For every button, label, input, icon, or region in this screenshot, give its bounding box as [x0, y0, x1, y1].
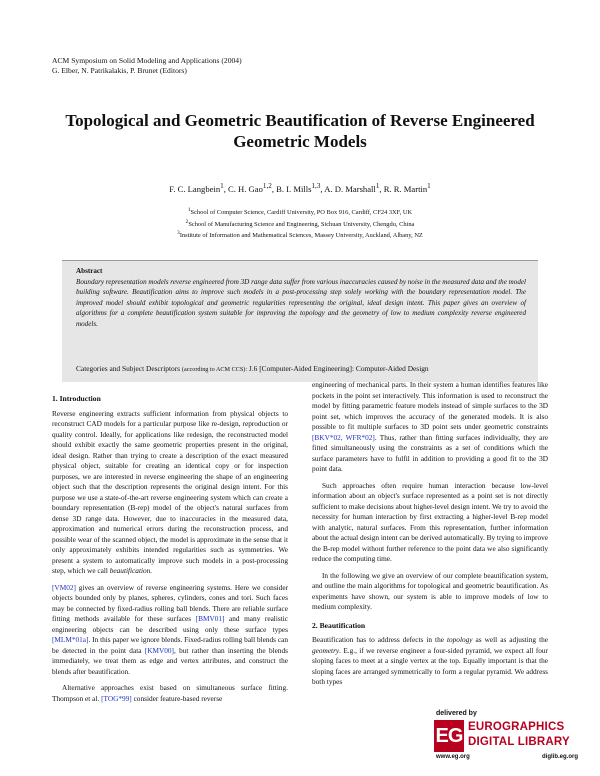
- paragraph: In the following we give an overview of our complete beautification system, and outline the main algorithms for topological and geometric beautification. As experiments have shown, our system is able to improve models of low to medium complexity.: [312, 570, 548, 611]
- affiliation: $^1$School of Computer Science, Cardiff University, PO Box 916, Cardiff, CF24 3XF, UK: [187, 207, 413, 217]
- paragraph: Beautification has to address defects in the topology as well as adjusting the geometry. E.g., if we reverse engineer a four-sided pyramid, we expect all four sloping faces to meet at a single vertex at the top. Equally important is that the sloping faces are arranged symmetrically to form a regular pyramid. We address both types: [312, 635, 548, 686]
- citation-link[interactable]: [KMV00]: [144, 645, 174, 655]
- citation-link[interactable]: [MLM*01a]: [52, 635, 89, 644]
- delivered-by-label: delivered by: [436, 710, 477, 717]
- eurographics-logo[interactable]: [432, 712, 582, 768]
- logo-line-2: DIGITAL LIBRARY: [468, 736, 570, 748]
- paragraph: Reverse engineering extracts sufficient information from physical objects to reconstruct CAD models for a particular purpose like re-design, reproduction or quality control. Ideally, for applications like redesign, the reconstructed model should exhibit exactly the same geometric properties present in the original, ideal design. Rather than trying to create a description of the exact measured physical object, suitable for creating an identical copy or for inspection purposes, we are interested in reverse engineering the shape of an engineering object such that the description represents the original design intent. For this purpose we use a state-of-the-art reverse engineering system which can create a boundary representation (B-rep) model of the object's natural surfaces from dense 3D range data. However, due to inaccuracies in the measured data, approximation and numerical errors during the reconstruction process, and possible wear of the scanned object, the model is approximate in the sense that it only approximately exhibits intended regularities such as symmetries. We present a system to automatically improve such models in a post-processing step, which we call beautification.: [52, 408, 288, 575]
- author: R. R. Martin$^1$: [383, 182, 431, 194]
- section-heading-introduction: 1. Introduction: [52, 394, 101, 403]
- logo-url-diglib[interactable]: diglib.eg.org: [542, 754, 578, 760]
- paper-title: [40, 110, 560, 152]
- header-editors: G. Elber, N. Patrikalakis, P. Brunet (Editors): [52, 65, 187, 75]
- paragraph: [VM02] gives an overview of reverse engineering systems. Here we consider objects bounded only by planes, spheres, cylinders, cones and tori. Such faces may be connected by fixed-radius rolling ball blends. There are reliable surface fitting methods available for these surfaces [BMV01] and many realistic engineering objects can be described using only these surface types [MLM*01a]. In this paper we ignore blends. Fixed-radius rolling ball blends can be detected in the point data [KMV00], but rather than inserting the blends immediately, we treat them as edge and vertex attributes, and construct the blends after beautification.: [52, 582, 289, 676]
- paragraph: Such approaches often require human interaction because low-level information about an object's surface represented as a point set is not directly sufficient to make decisions about higher-level design intent. We try to avoid the necessity for human interaction by first extracting a higher-level B-rep model with analytic, natural surfaces. From this representation, further information about the actual design intent can be derived automatically. By trying to improve the B-rep model without further reference to the point data we also significantly reduce the computing time.: [312, 480, 548, 563]
- paragraph: Alternative approaches exist based on simultaneous surface fitting. Thompson et al. [TOG*99] consider feature-based reverse: [52, 683, 288, 703]
- author: B. I. Mills$^{1,3}$: [276, 182, 321, 194]
- ccs-note: (according to ACM CCS):: [181, 366, 248, 373]
- eg-mark-icon: EG: [434, 720, 464, 752]
- title-line-1: Topological and Geometric Beautification of Reverse Engineered: [65, 111, 535, 130]
- citation-link[interactable]: [VM02]: [52, 582, 76, 592]
- author-list: F. C. Langbein$^1$, C. H. Gao$^{1,2}$, B. I. Mills$^{1,3}$, A. D. Marshall$^1$, R. R. Martin$^1$: [169, 182, 431, 194]
- abstract: [76, 266, 526, 330]
- affiliations: [0, 206, 600, 241]
- right-column: [312, 380, 548, 688]
- affiliation: $^3$Institute of Information and Mathematical Sciences, Massey University, Auckland, Albany, NZ: [177, 230, 423, 240]
- ccs-value: J.6 [Computer-Aided Engineering]: Computer-Aided Design: [248, 364, 429, 373]
- paragraph: engineering of mechanical parts. In their system a human identifies features like pockets in the point set interactively. This information is used to reconstruct the model by fitting parametric feature models instead of simple surfaces to the 3D point set, which improves the accuracy of the generated models. It is also possible to fit multiple surfaces to 3D point sets under geometric constraints [BKV*02, WFR*02]. Thus, rather than fitting surfaces individually, they are fitted simultaneously using the constraints as a set of conditions which the surface parameters have to fulfil in addition to providing a good fit to the 3D point data.: [312, 380, 548, 473]
- author: A. D. Marshall$^1$: [324, 182, 380, 194]
- abstract-text: Boundary representation models reverse engineered from 3D range data suffer from various inaccuracies caused by noise in the measured data and the model building software. Beautification aims to improve such models in a post-processing step solely working with the boundary representation model. The improved model should exhibit topological and geometric regularities representing the original, ideal design intent. This paper gives an overview of algorithms for a complete beautification system suitable for improving the topology and the geometry of low to medium complexity reverse engineered models.: [76, 277, 526, 328]
- header-symposium: ACM Symposium on Solid Modeling and Applications (2004): [52, 56, 242, 65]
- citation-link[interactable]: [TOG*99]: [101, 693, 132, 703]
- author: F. C. Langbein$^1$: [169, 182, 224, 194]
- logo-line-1: EUROGRAPHICS: [468, 721, 565, 733]
- ccs-label: Categories and Subject Descriptors: [76, 364, 181, 373]
- affiliation: $^2$School of Manufacturing Science and Engineering, Sichuan University, Chengdu, China: [185, 218, 415, 228]
- abstract-rule: [62, 260, 538, 261]
- title-line-2: Geometric Models: [233, 132, 367, 151]
- running-header: [52, 56, 242, 75]
- logo-url-eg[interactable]: www.eg.org: [436, 754, 470, 760]
- section-heading-beautification: 2. Beautification: [312, 620, 366, 630]
- left-column: [52, 394, 288, 704]
- citation-link[interactable]: [BKV*02, WFR*02]: [312, 432, 375, 442]
- author: C. H. Gao$^{1,2}$: [228, 182, 272, 194]
- citation-link[interactable]: [BMV01]: [195, 614, 225, 623]
- ccs-descriptors: [76, 364, 556, 373]
- abstract-heading: Abstract: [76, 267, 103, 275]
